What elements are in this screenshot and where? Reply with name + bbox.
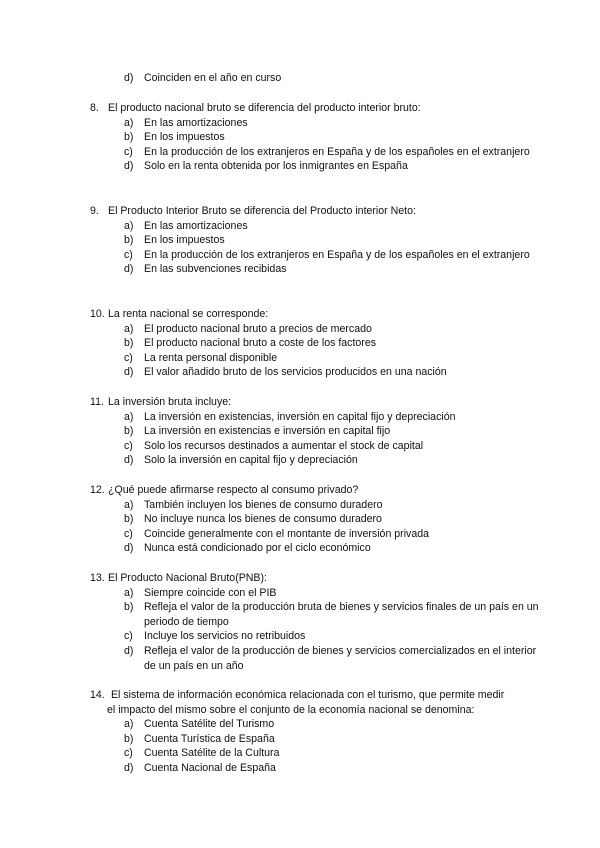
question-header — [90, 395, 540, 410]
option-text: En las amortizaciones — [144, 219, 248, 232]
option-text: Cuenta Turística de España — [144, 732, 275, 745]
question-text: La renta nacional se corresponde: — [108, 308, 269, 320]
option-text: Cuenta Satélite del Turismo — [144, 718, 275, 731]
option-text: Incluye los servicios no retribuidos — [144, 630, 306, 643]
option-list — [90, 322, 540, 380]
option-text: El producto nacional bruto a coste de los factores — [144, 337, 377, 350]
question-number: 9. — [90, 205, 99, 217]
question-number: 12. — [90, 484, 105, 496]
option-letter: d) — [124, 366, 134, 379]
option-text: En los impuestos — [144, 234, 225, 247]
option-letter: d) — [124, 761, 134, 774]
question-12 — [90, 483, 540, 556]
option-item — [90, 233, 540, 248]
option-list — [90, 219, 540, 277]
option-item — [90, 644, 540, 673]
question-number: 11. — [90, 396, 104, 408]
option-letter: d) — [124, 542, 134, 555]
question-number: 14. — [90, 689, 105, 701]
question-header — [90, 307, 540, 322]
option-letter: d) — [124, 644, 134, 657]
option-list — [90, 410, 540, 468]
option-item — [90, 322, 540, 337]
option-text: El valor añadido bruto de los servicios producidos en una nación — [144, 366, 447, 379]
question-number: 10. — [90, 308, 105, 320]
option-item — [90, 145, 540, 160]
option-item — [90, 527, 540, 542]
option-item — [90, 439, 540, 454]
question-13 — [90, 571, 540, 673]
option-item — [90, 219, 540, 234]
option-letter: a) — [124, 116, 134, 129]
option-letter: b) — [124, 234, 134, 247]
question-header — [90, 571, 540, 586]
option-letter: d) — [124, 72, 134, 84]
option-text: La inversión en existencias e inversión en capital fijo — [144, 425, 391, 438]
option-item — [90, 746, 540, 761]
option-letter: c) — [124, 351, 133, 364]
option-text: En las amortizaciones — [144, 116, 248, 129]
question-8 — [90, 101, 540, 174]
option-text: Solo en la renta obtenida por los inmigrantes en España — [144, 160, 408, 173]
option-text: Solo los recursos destinados a aumentar el stock de capital — [144, 439, 424, 452]
option-item — [90, 365, 540, 380]
option-text: Refleja el valor de la producción bruta de bienes y servicios finales de un país en un periodo de tiempo — [144, 601, 539, 628]
option-item — [90, 498, 540, 513]
option-letter: a) — [124, 586, 134, 599]
option-item — [90, 717, 540, 732]
option-item — [90, 248, 540, 263]
question-text: El producto nacional bruto se diferencia del producto interior bruto: — [108, 102, 421, 114]
option-text: En la producción de los extranjeros en España y de los españoles en el extranjero — [144, 248, 530, 261]
option-letter: b) — [124, 513, 134, 526]
option-text: Coinciden en el año en curso — [144, 72, 282, 84]
question-9 — [90, 204, 540, 277]
question-header — [90, 688, 540, 717]
option-item — [90, 541, 540, 556]
option-text: Siempre coincide con el PIB — [144, 586, 277, 599]
option-item — [90, 130, 540, 145]
question-header — [90, 204, 540, 219]
option-letter: a) — [124, 322, 134, 335]
option-letter: a) — [124, 718, 134, 731]
option-text: También incluyen los bienes de consumo duradero — [144, 498, 383, 511]
question-text: ¿Qué puede afirmarse respecto al consumo privado? — [108, 484, 359, 496]
question-text-continuation: el impacto del mismo sobre el conjunto de la economía nacional se denomina: — [107, 703, 475, 716]
option-item — [90, 159, 540, 174]
option-text: En los impuestos — [144, 131, 225, 144]
question-number: 13. — [90, 572, 105, 584]
option-item — [90, 410, 540, 425]
option-item — [90, 262, 540, 277]
option-text: Coincide generalmente con el montante de inversión privada — [144, 527, 430, 540]
option-text: La renta personal disponible — [144, 351, 278, 364]
option-letter: d) — [124, 454, 134, 467]
option-letter: a) — [124, 219, 134, 232]
option-text: Cuenta Nacional de España — [144, 761, 276, 774]
option-item — [90, 629, 540, 644]
option-letter: a) — [124, 410, 134, 423]
option-letter: d) — [124, 263, 134, 276]
option-letter: c) — [124, 248, 133, 261]
option-item — [90, 761, 540, 776]
option-text: En la producción de los extranjeros en España y de los españoles en el extranjero — [144, 145, 530, 158]
option-letter: b) — [124, 337, 134, 350]
option-item — [90, 116, 540, 131]
option-letter: b) — [124, 425, 134, 438]
option-list — [90, 717, 540, 775]
option-text: La inversión en existencias, inversión en capital fijo y depreciación — [144, 410, 456, 423]
option-text: El producto nacional bruto a precios de mercado — [144, 322, 372, 335]
option-letter: c) — [124, 439, 133, 452]
option-text: Refleja el valor de la producción de bienes y servicios comercializados en el interior de un país en un año — [144, 644, 537, 672]
option-letter: b) — [124, 601, 134, 614]
question-14 — [90, 688, 540, 776]
option-item — [90, 424, 540, 439]
question-header — [90, 483, 540, 498]
option-letter: c) — [124, 145, 133, 158]
option-item — [90, 336, 540, 351]
option-text: No incluye nunca los bienes de consumo duradero — [144, 513, 382, 526]
question-number: 8. — [90, 102, 99, 114]
option-item — [90, 600, 540, 629]
question-header — [90, 101, 540, 116]
question-text: El Producto Interior Bruto se diferencia del Producto interior Neto: — [108, 205, 416, 217]
question-text: La inversión bruta incluye: — [108, 396, 232, 408]
option-list — [90, 116, 540, 174]
option-letter: c) — [124, 747, 133, 760]
option-text: Solo la inversión en capital fijo y depreciación — [144, 454, 358, 467]
option-item — [124, 71, 281, 86]
question-11 — [90, 395, 540, 468]
option-letter: b) — [124, 732, 134, 745]
option-item — [90, 512, 540, 527]
option-item — [90, 351, 540, 366]
option-letter: d) — [124, 160, 134, 173]
option-item — [90, 732, 540, 747]
question-text: El Producto Nacional Bruto(PNB): — [108, 572, 267, 584]
question-text: El sistema de información económica relacionada con el turismo, que permite medir — [110, 689, 505, 701]
option-text: Cuenta Satélite de la Cultura — [144, 747, 280, 760]
question-10 — [90, 307, 540, 380]
option-item — [90, 453, 540, 468]
option-letter: b) — [124, 131, 134, 144]
option-letter: c) — [124, 630, 133, 643]
option-list — [90, 498, 540, 556]
option-list — [90, 586, 540, 674]
option-text: Nunca está condicionado por el ciclo económico — [144, 542, 371, 555]
option-letter: c) — [124, 527, 133, 540]
option-item — [90, 586, 540, 601]
option-letter: a) — [124, 498, 134, 511]
option-text: En las subvenciones recibidas — [144, 263, 287, 276]
